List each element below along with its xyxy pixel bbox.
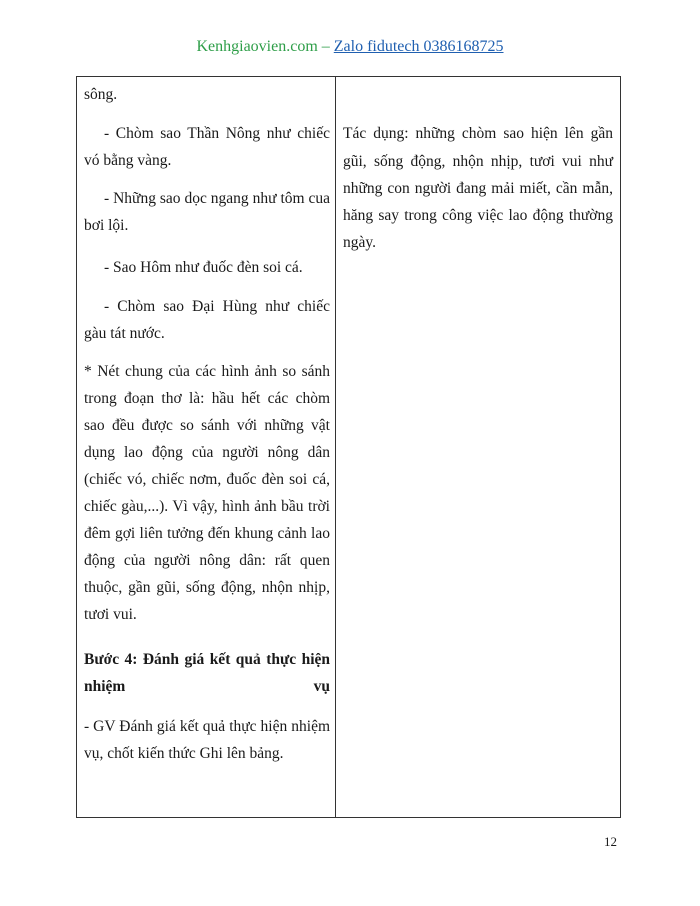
header-separator: – xyxy=(321,38,330,55)
header-zalo-link[interactable]: Zalo fidutech 0386168725 xyxy=(333,38,504,55)
left-paragraph-1: sông. xyxy=(84,86,118,103)
left-paragraph-2: - Chòm sao Thần Nông như chiếc vó bằng vàng. xyxy=(84,125,330,169)
content-table xyxy=(76,76,621,818)
left-paragraph-5: - Chòm sao Đại Hùng như chiếc gàu tát nước. xyxy=(84,298,330,342)
left-paragraph-7-text-b: Ghi lên bảng. xyxy=(199,745,284,762)
left-paragraph-7 xyxy=(84,713,330,768)
left-column xyxy=(77,77,336,817)
left-paragraph-3: - Những sao dọc ngang như tôm cua bơi lội. xyxy=(84,190,330,234)
right-paragraph-1 xyxy=(343,120,613,256)
right-paragraph-1-text: Tác dụng: những chòm sao hiện lên gần gũi, sống động, nhộn nhịp, tươi vui như những con người đang mải miết, cần mẫn, hăng say trong công việc lao động thường ngày. xyxy=(343,125,613,251)
page-header xyxy=(0,38,700,56)
left-paragraph-6: * Nét chung của các hình ảnh so sánh trong đoạn thơ là: hầu hết các chòm sao đều được so sánh với những vật dụng lao động của người nông dân (chiếc vó, chiếc nơm, đuốc đèn soi cá, chiếc gàu,...). Vì vậy, hình ảnh bầu trời đêm gợi liên tưởng đến khung cảnh lao động của người nông dân: rất quen thuộc, gần gũi, sống động, nhộn nhịp, tươi vui. xyxy=(84,363,330,623)
right-column xyxy=(336,77,620,817)
left-paragraph-7-text-a: - GV Đánh giá kết quả thực hiện nhiệm vụ, chốt kiến thức xyxy=(84,718,330,762)
step-4-heading: Bước 4: Đánh giá kết quả thực hiện nhiệm vụ xyxy=(84,651,330,695)
header-site-link[interactable]: Kenhgiaovien.com xyxy=(196,38,318,55)
page-number: 12 xyxy=(604,834,617,849)
left-paragraph-4: - Sao Hôm như đuốc đèn soi cá. xyxy=(104,259,303,276)
